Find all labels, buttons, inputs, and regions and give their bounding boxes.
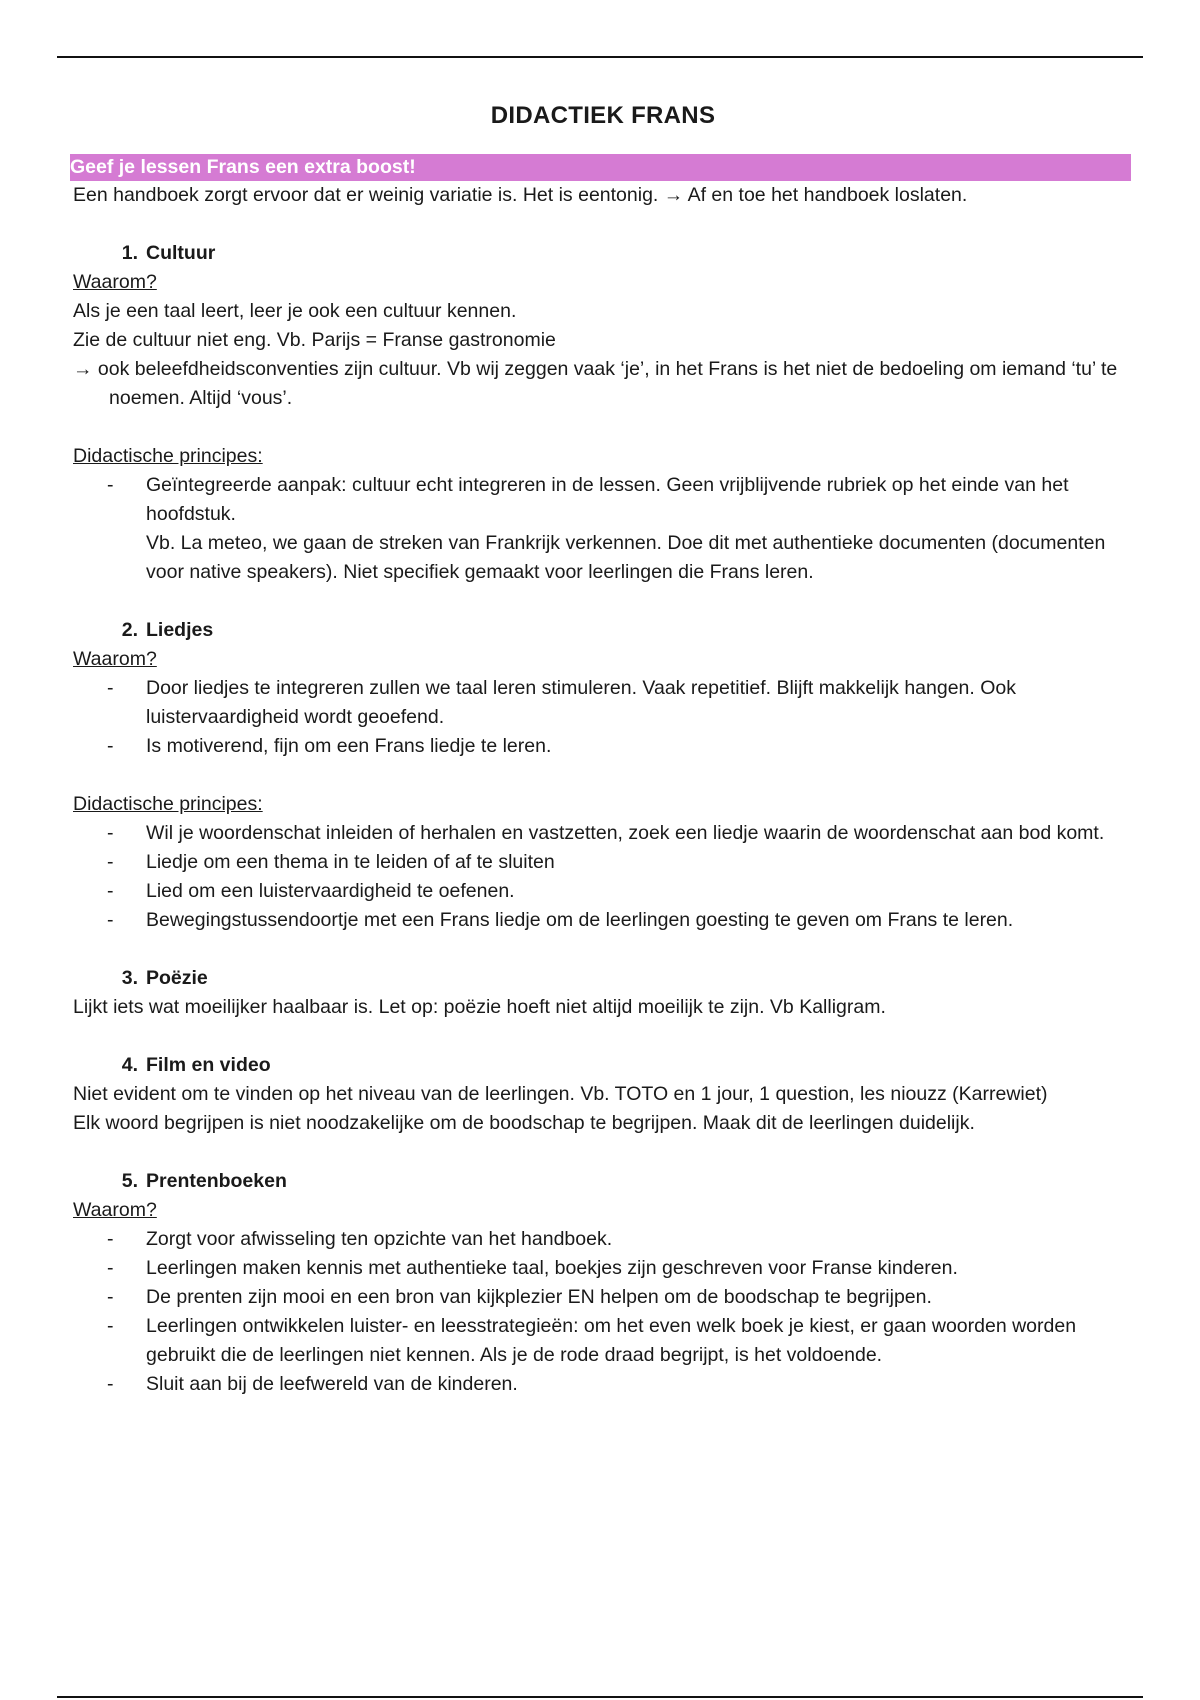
document-body bbox=[70, 100, 1133, 1399]
paragraph: Niet evident om te vinden op het niveau van de leerlingen. Vb. TOTO en 1 jour, 1 question, les niouzz (Karrewiet) bbox=[73, 1083, 1048, 1105]
list-item: - Leerlingen maken kennis met authentieke taal, boekjes zijn geschreven voor Franse kinderen. bbox=[107, 1257, 958, 1279]
paragraph: Zie de cultuur niet eng. Vb. Parijs = Franse gastronomie bbox=[73, 329, 556, 351]
intro-highlight: Geef je lessen Frans een extra boost! bbox=[70, 154, 1131, 181]
paragraph: Als je een taal leert, leer je ook een cultuur kennen. bbox=[73, 300, 517, 322]
paragraph: Lijkt iets wat moeilijker haalbaar is. Let op: poëzie hoeft niet altijd moeilijk te zijn. Vb Kalligram. bbox=[73, 996, 886, 1018]
why-label: Waarom? bbox=[73, 271, 157, 293]
principles-list bbox=[73, 471, 1133, 529]
paragraph: → ook beleefdheidsconventies zijn cultuur. Vb wij zeggen vaak ‘je’, in het Frans is het niet de bedoeling om iemand ‘tu’ te noemen. Altijd ‘vous’. bbox=[73, 358, 1118, 409]
footer-rule bbox=[57, 1696, 1143, 1698]
section-heading-poezie: 3. Poëzie bbox=[121, 967, 208, 989]
intro-text: Een handboek zorgt ervoor dat er weinig variatie is. Het is eentonig. → Af en toe het handboek loslaten. bbox=[73, 184, 968, 206]
why-list bbox=[73, 1225, 1133, 1399]
why-list bbox=[73, 674, 1133, 761]
list-item-continuation: Vb. La meteo, we gaan de streken van Frankrijk verkennen. Doe dit met authentieke documenten (documenten voor native speakers). Niet specifiek gemaakt voor leerlingen die Frans leren. bbox=[146, 532, 1106, 583]
section-heading-liedjes: 2. Liedjes bbox=[121, 619, 214, 641]
list-item: - Liedje om een thema in te leiden of af te sluiten bbox=[107, 851, 555, 873]
paragraph: Elk woord begrijpen is niet noodzakelijke om de boodschap te begrijpen. Maak dit de leerlingen duidelijk. bbox=[73, 1112, 975, 1134]
list-item: - Leerlingen ontwikkelen luister- en leesstrategieën: om het even welk boek je kiest, er gaan woorden worden gebruikt die de leerlingen niet kennen. Als je de rode draad begrijpt, is het voldoende. bbox=[107, 1315, 1077, 1366]
list-item: - Is motiverend, fijn om een Frans liedje te leren. bbox=[107, 735, 552, 757]
section-heading-cultuur: 1. Cultuur bbox=[121, 242, 216, 264]
page-title: DIDACTIEK FRANS bbox=[490, 102, 716, 129]
section-heading-prentenboeken: 5. Prentenboeken bbox=[121, 1170, 287, 1192]
list-item: - Bewegingstussendoortje met een Frans liedje om de leerlingen goesting te geven om Frans te leren. bbox=[107, 909, 1014, 931]
list-item: - De prenten zijn mooi en een bron van kijkplezier EN helpen om de boodschap te begrijpen. bbox=[107, 1286, 932, 1308]
list-item: - Lied om een luistervaardigheid te oefenen. bbox=[107, 880, 515, 902]
list-item: - Zorgt voor afwisseling ten opzichte van het handboek. bbox=[107, 1228, 613, 1250]
list-item: - Sluit aan bij de leefwereld van de kinderen. bbox=[107, 1373, 518, 1395]
header-rule bbox=[57, 56, 1143, 58]
section-heading-film-en-video: 4. Film en video bbox=[121, 1054, 271, 1076]
list-item: - Wil je woordenschat inleiden of herhalen en vastzetten, zoek een liedje waarin de woordenschat aan bod komt. bbox=[107, 822, 1105, 844]
why-label: Waarom? bbox=[73, 648, 157, 670]
why-label: Waarom? bbox=[73, 1199, 157, 1221]
list-item: - Geïntegreerde aanpak: cultuur echt integreren in de lessen. Geen vrijblijvende rubriek op het einde van het hoofdstuk. bbox=[107, 474, 1069, 525]
list-item: - Door liedjes te integreren zullen we taal leren stimuleren. Vaak repetitief. Blijft makkelijk hangen. Ook luistervaardigheid wordt geoefend. bbox=[107, 677, 1016, 728]
principles-list bbox=[73, 819, 1133, 935]
principles-label: Didactische principes: bbox=[73, 793, 263, 815]
principles-label: Didactische principes: bbox=[73, 445, 263, 467]
